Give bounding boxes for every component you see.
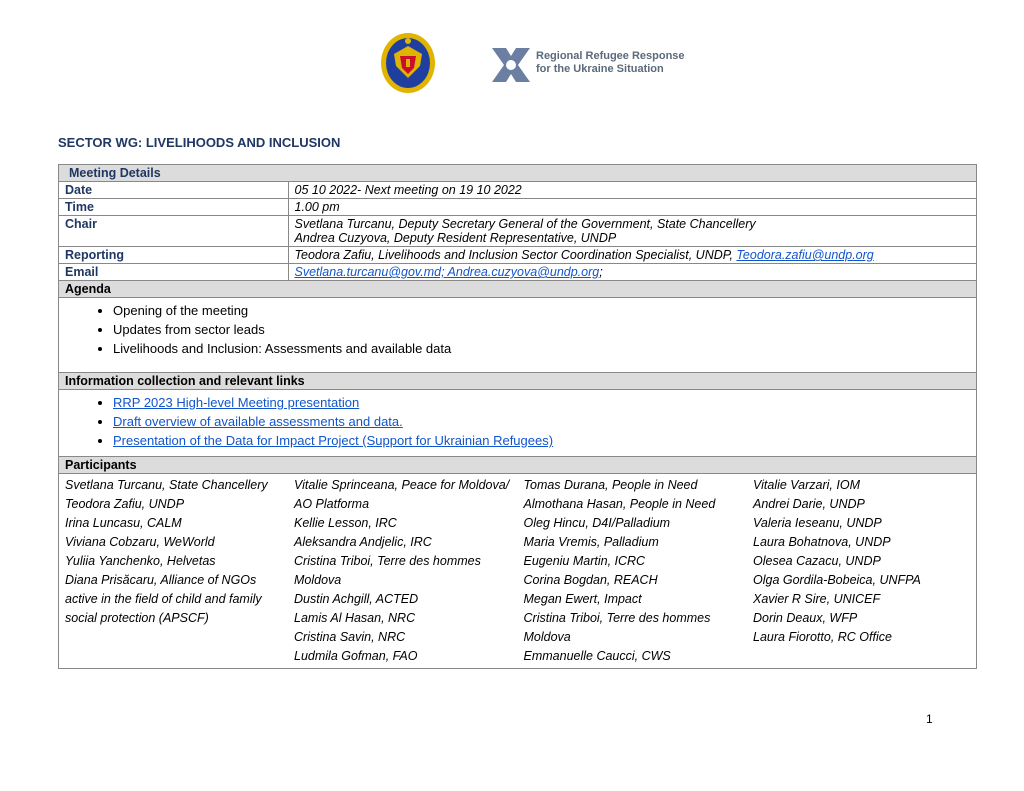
participant: Olesea Cazacu, UNDP [753, 554, 881, 568]
participants-col-2 [288, 474, 518, 669]
participant: Ludmila Gofman, FAO [294, 649, 418, 663]
sector-title: SECTOR WG: LIVELIHOODS AND INCLUSION [58, 135, 341, 150]
participant: Yuliia Yanchenko, Helvetas [65, 554, 216, 568]
reporting-email-link[interactable]: Teodora.zafiu@undp.org [736, 248, 874, 262]
participant: Laura Bohatnova, UNDP [753, 535, 891, 549]
date-value: 05 10 2022- Next meeting on 19 10 2022 [288, 182, 977, 199]
chair-line-1: Svetlana Turcanu, Deputy Secretary General of the Government, State Chancellery [294, 217, 756, 231]
participant: Eugeniu Martin, ICRC [523, 554, 646, 568]
links-list [65, 393, 970, 450]
participant: Aleksandra Andjelic, IRC [294, 535, 432, 549]
participant: Laura Fiorotto, RC Office [753, 630, 892, 644]
participant: Dorin Deaux, WFP [753, 611, 858, 625]
participant: Viviana Cobzaru, WeWorld [65, 535, 215, 549]
meeting-table [58, 164, 977, 669]
participant: Dustin Achgill, ACTED [294, 592, 419, 606]
rrp-presentation-link[interactable]: RRP 2023 High-level Meeting presentation [113, 395, 360, 410]
link-item [113, 393, 970, 412]
participant: Maria Vremis, Palladium [523, 535, 659, 549]
participant: Teodora Zafiu, UNDP [65, 497, 185, 511]
reporting-label: Reporting [59, 247, 289, 264]
participant: Cristina Triboi, Terre des hommes Moldova [294, 554, 481, 587]
email-links[interactable]: Svetlana.turcanu@gov.md; Andrea.cuzyova@undp.org [294, 265, 600, 279]
participants-col-1 [59, 474, 289, 669]
chair-line-2: Andrea Cuzyova, Deputy Resident Representative, UNDP [294, 231, 617, 245]
links-header: Information collection and relevant links [59, 373, 977, 390]
participant: Diana Prisăcaru, Alliance of NGOs active in the field of child and family social protection (APSCF) [65, 573, 262, 625]
email-value [288, 264, 977, 281]
participant: Andrei Darie, UNDP [753, 497, 865, 511]
link-item [113, 412, 970, 431]
assessments-overview-link[interactable]: Draft overview of available assessments and data. [113, 414, 403, 429]
participants-col-4 [747, 474, 977, 669]
participant: Vitalie Varzari, IOM [753, 478, 860, 492]
participant: Cristina Triboi, Terre des hommes Moldova [523, 611, 711, 644]
participant: Irina Luncasu, CALM [65, 516, 182, 530]
reporting-text: Teodora Zafiu, Livelihoods and Inclusion Sector Coordination Specialist, UNDP, [294, 248, 737, 262]
agenda-header: Agenda [59, 281, 977, 298]
participant: Oleg Hincu, D4I/Palladium [523, 516, 671, 530]
meeting-details-header: Meeting Details [59, 165, 977, 182]
page-number: 1 [926, 712, 933, 726]
rrr-line-1: Regional Refugee Response [536, 50, 685, 62]
links-list-cell [59, 390, 977, 457]
chair-value [288, 216, 977, 247]
agenda-item: • Opening of the meeting [113, 301, 970, 320]
participant: Kellie Lesson, IRC [294, 516, 397, 530]
email-suffix: ; [599, 265, 603, 279]
participant: Valeria Ieseanu, UNDP [753, 516, 882, 530]
participant: Cristina Savin, NRC [294, 630, 406, 644]
participants-header: Participants [59, 457, 977, 474]
time-value: 1.00 pm [288, 199, 977, 216]
agenda-list [65, 301, 970, 358]
agenda-item: • Updates from sector leads [113, 320, 970, 339]
participant: Almothana Hasan, People in Need [523, 497, 716, 511]
participant: Lamis Al Hasan, NRC [294, 611, 416, 625]
reporting-value [288, 247, 977, 264]
date-label: Date [59, 182, 289, 199]
rrr-line-2: for the Ukraine Situation [536, 63, 664, 75]
chair-label: Chair [59, 216, 289, 247]
link-item [113, 431, 970, 450]
time-label: Time [59, 199, 289, 216]
participant: Corina Bogdan, REACH [523, 573, 658, 587]
agenda-item: • Livelihoods and Inclusion: Assessments and available data [113, 339, 970, 358]
participants-col-3 [518, 474, 748, 669]
participant: Olga Gordila-Bobeica, UNFPA [753, 573, 921, 587]
participant: Svetlana Turcanu, State Chancellery [65, 478, 268, 492]
participant: Megan Ewert, Impact [523, 592, 642, 606]
agenda-list-cell [59, 298, 977, 373]
participant: Vitalie Sprinceana, Peace for Moldova/ AO Platforma [294, 478, 510, 511]
participant: Emmanuelle Caucci, CWS [523, 649, 671, 663]
participant: Xavier R Sire, UNICEF [753, 592, 881, 606]
data-for-impact-link[interactable]: Presentation of the Data for Impact Project (Support for Ukrainian Refugees) [113, 433, 554, 448]
email-label: Email [59, 264, 289, 281]
participant: Tomas Durana, People in Need [523, 478, 698, 492]
moldova-coat-of-arms-icon [380, 32, 436, 94]
regional-refugee-response-logo-icon [488, 44, 534, 86]
rrr-logo-text [536, 50, 685, 76]
